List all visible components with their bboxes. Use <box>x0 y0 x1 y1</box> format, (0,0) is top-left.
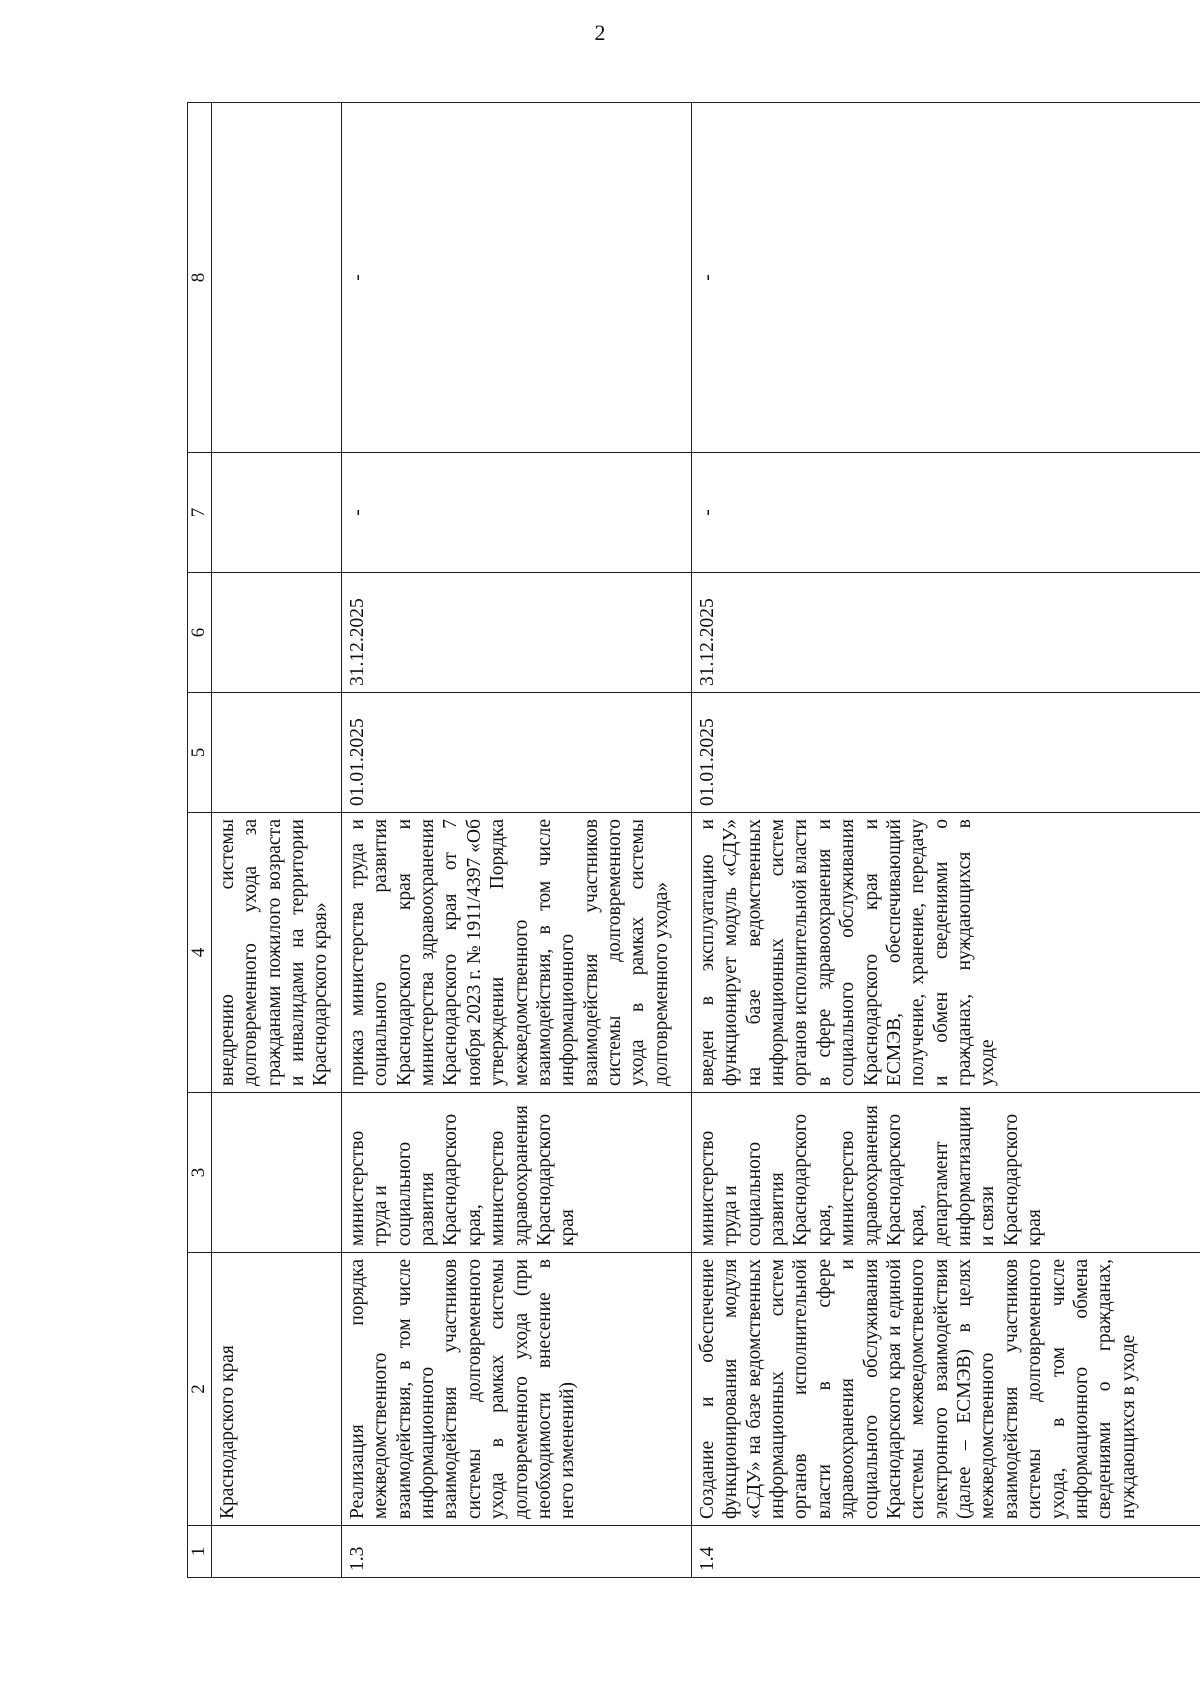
start-date-cell <box>211 693 341 813</box>
column-7-cell: - <box>691 453 1200 573</box>
result-cell: внедрению системы долговременного ухода за гражданами пожилого возраста и инвалидами на территории Краснодарского края» <box>211 813 341 1093</box>
end-date-cell: 31.12.2025 <box>691 573 1200 693</box>
table-row <box>341 103 691 1578</box>
column-7-cell <box>211 453 341 573</box>
column-number: 6 <box>188 573 212 693</box>
column-number: 4 <box>188 813 212 1093</box>
row-number: 1.4 <box>691 1526 1200 1578</box>
table-row <box>211 103 341 1578</box>
column-number: 3 <box>188 1093 212 1253</box>
column-number: 5 <box>188 693 212 813</box>
column-number: 8 <box>188 103 212 453</box>
result-cell: введен в эксплуатацию и функционирует модуль «СДУ» на базе ведомственных информационных систем органов исполнительной власти в сфере здравоохранения и социального обслуживания Краснодарского края и ЕСМЭВ, обеспечивающий получение, хранение, передачу и обмен сведениями о гражданах, нуждающихся в уходе <box>691 813 1200 1093</box>
start-date-cell: 01.01.2025 <box>341 693 691 813</box>
column-number-row <box>188 103 212 1578</box>
executor-cell: министерство труда и социального развития Краснодарского края, министерство здравоохранения Краснодарского края <box>341 1093 691 1253</box>
column-number: 2 <box>188 1253 212 1526</box>
column-number: 7 <box>188 453 212 573</box>
start-date-cell: 01.01.2025 <box>691 693 1200 813</box>
table-row <box>691 103 1200 1578</box>
column-7-cell: - <box>341 453 691 573</box>
event-cell: Реализация порядка межведомственного взаимодействия, в том числе информационного взаимодействия участников системы долговременного ухода в рамках системы долговременного ухода (при необходимости внесение в него изменений) <box>341 1253 691 1526</box>
column-8-cell <box>211 103 341 453</box>
rotated-table-wrapper <box>187 103 1200 1578</box>
executor-cell: министерство труда и социального развития Краснодарского края, министерство здравоохранения Краснодарского края, департамент информатизации и связи Краснодарского края <box>691 1093 1200 1253</box>
end-date-cell <box>211 573 341 693</box>
event-cell: Создание и обеспечение функционирования модуля «СДУ» на базе ведомственных информационных систем органов исполнительной власти в сфере здравоохранения и социального обслуживания Краснодарского края и единой системы межведомственного электронного взаимодействия (далее – ЕСМЭВ) в целях межведомственного взаимодействия участников системы долговременного ухода, в том числе информационного обмена сведениями о гражданах, нуждающихся в уходе <box>691 1253 1200 1526</box>
end-date-cell: 31.12.2025 <box>341 573 691 693</box>
event-cell: Краснодарского края <box>211 1253 341 1526</box>
row-number <box>211 1526 341 1578</box>
page-number: 2 <box>594 20 606 45</box>
column-8-cell: - <box>691 103 1200 453</box>
executor-cell <box>211 1093 341 1253</box>
row-number: 1.3 <box>341 1526 691 1578</box>
plan-table <box>187 102 1200 1578</box>
result-cell: приказ министерства труда и социального развития Краснодарского края и министерства здравоохранения Краснодарского края от 7 ноября 2023 г. № 1911/4397 «Об утверждении Порядка межведомственного взаимодействия, в том числе информационного взаимодействия участников системы долговременного ухода в рамках системы долговременного ухода» <box>341 813 691 1093</box>
column-number: 1 <box>188 1526 212 1578</box>
column-8-cell: - <box>341 103 691 453</box>
